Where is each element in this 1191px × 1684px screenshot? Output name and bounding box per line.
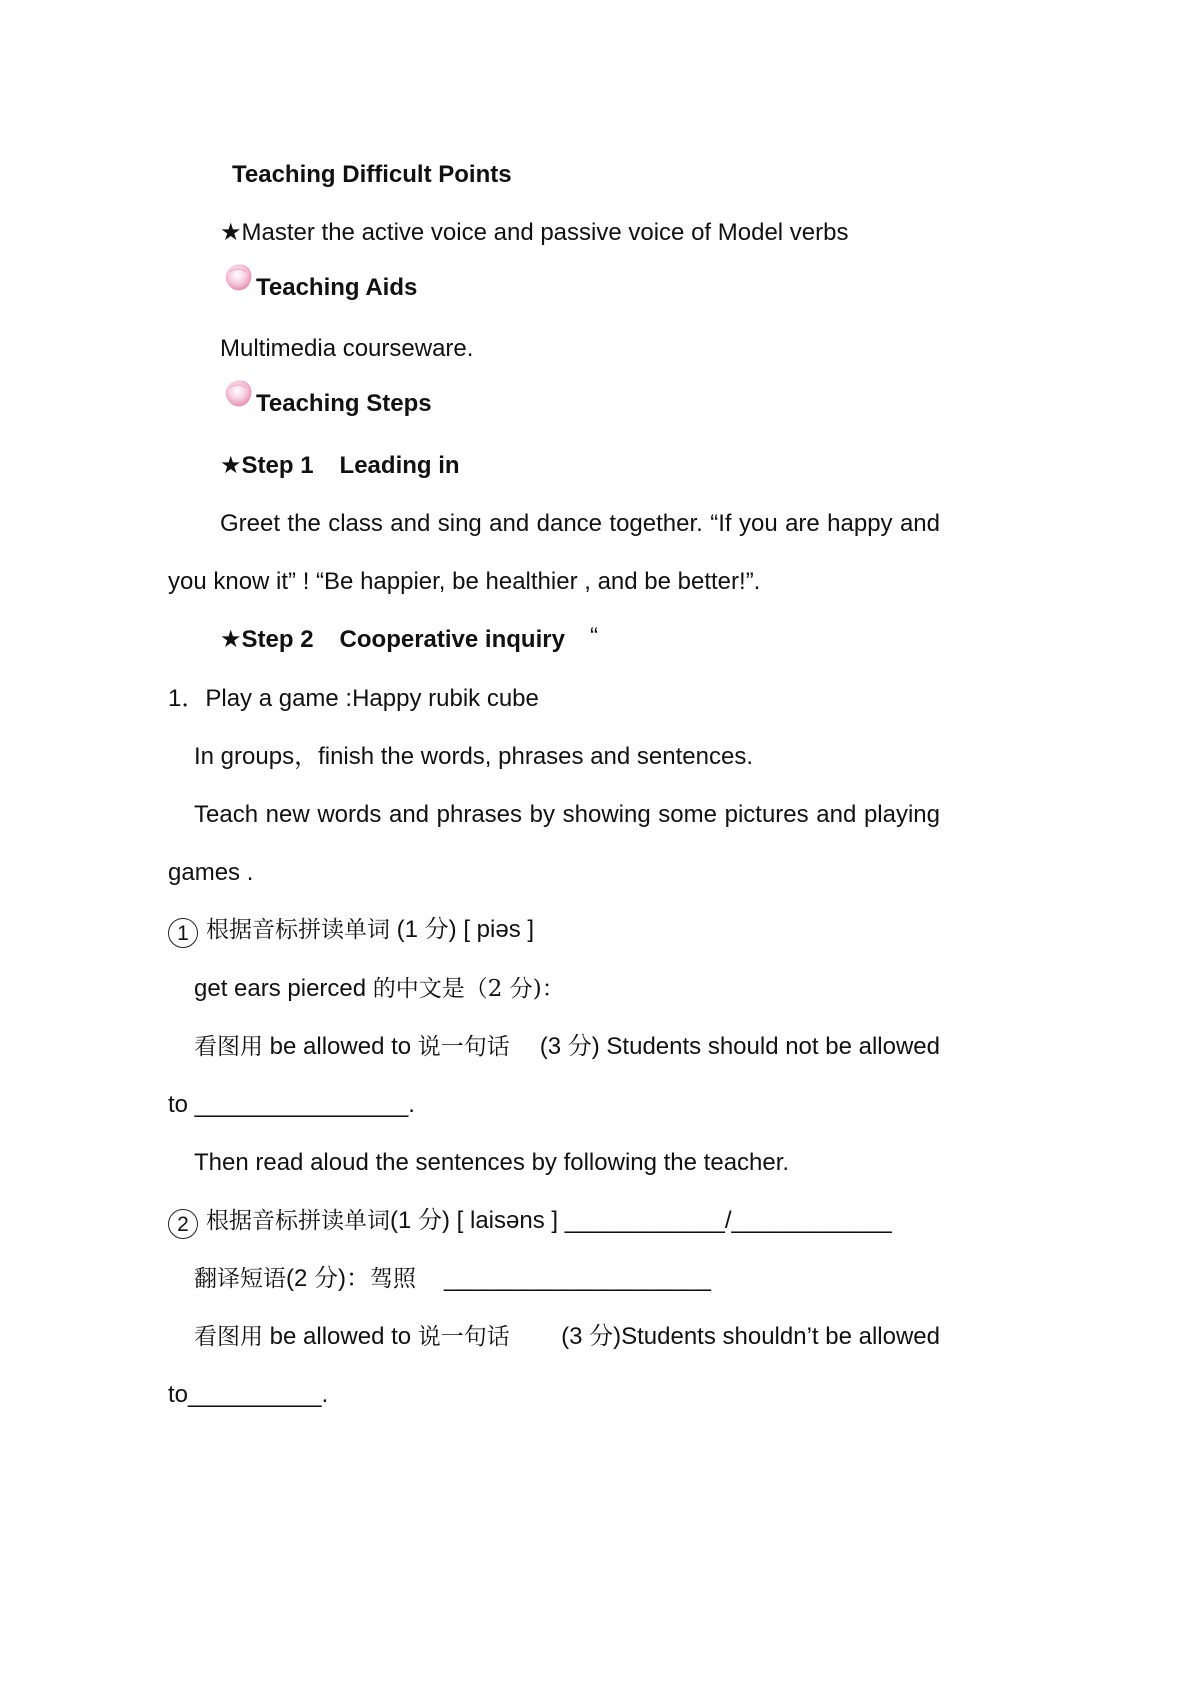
task1-read-aloud: Then read aloud the sentences by following the teacher. (194, 1149, 790, 1176)
task1-meaning-line (194, 974, 565, 1004)
teaching-aids-heading: Teaching Aids (256, 274, 418, 301)
task2-translate-en: (2 分)： (286, 1265, 370, 1292)
step1-title: Leading in (339, 452, 460, 479)
game-groups-line: In groups，finish the words, phrases and sentences. (194, 743, 753, 770)
task1-en-spell: (1 分) [ piəs ] (390, 916, 535, 943)
task1-meaning-cn: 的中文是（2 分)： (372, 976, 565, 1002)
step1-heading (220, 451, 460, 481)
task1-look-cn-1: 看图用 (194, 1034, 263, 1060)
task2-cn-spell: 根据音标拼读单词 (206, 1208, 390, 1234)
task1-look-en-1: be allowed to (263, 1033, 418, 1060)
task1-spell-line (168, 915, 534, 948)
task1-look-en-2: (3 分) Students should not be allowed (539, 1033, 940, 1060)
black-star-icon: ★ (220, 452, 242, 479)
task2-look-line (194, 1322, 940, 1352)
pink-petal-icon (220, 376, 256, 412)
difficult-points-text: Master the active voice and passive voice of Model verbs (241, 219, 849, 246)
task1-circled-number: 1 (168, 918, 198, 948)
step1-label: Step 1 (241, 452, 314, 479)
task2-translate-cn: 翻译短语 (194, 1266, 286, 1292)
pink-petal-icon (220, 260, 256, 296)
task2-look-en-2: (3 分)Students shouldn’t be allowed (561, 1323, 940, 1350)
task2-translate-word: 驾照 (370, 1266, 416, 1292)
task2-spell-line (168, 1206, 892, 1239)
task1-look-line (194, 1032, 940, 1062)
task2-translate-line (194, 1264, 711, 1294)
task2-look-line2: to__________. (168, 1381, 329, 1408)
step2-trailing-mark: “ (590, 623, 598, 650)
step1-text-line2: you know it” ! “Be happier, be healthier , and be better!”. (168, 568, 761, 595)
game-title (168, 684, 539, 714)
task2-look-en-1: be allowed to (263, 1323, 418, 1350)
task1-meaning-en: get ears pierced (194, 975, 373, 1002)
task2-look-cn-2: 说一句话 (417, 1324, 510, 1350)
step1-text-line1: Greet the class and sing and dance together. “If you are happy and (220, 510, 940, 537)
step2-heading (220, 625, 565, 655)
task2-look-cn-1: 看图用 (194, 1324, 263, 1350)
task2-circled-number: 2 (168, 1209, 198, 1239)
task1-cn-spell: 根据音标拼读单词 (206, 917, 390, 943)
game-teach-line2: games . (168, 859, 254, 886)
teaching-aids-text: Multimedia courseware. (220, 335, 474, 362)
task1-look-cn-2: 说一句话 (417, 1034, 510, 1060)
black-star-icon: ★ (220, 219, 242, 246)
task1-look-line2: to ________________. (168, 1091, 415, 1118)
step2-label: Step 2 (241, 626, 314, 653)
game-teach-line1: Teach new words and phrases by showing some pictures and playing (194, 801, 940, 828)
difficult-points-item (220, 218, 848, 248)
task2-en-spell: (1 分) [ laisəns ] ____________/____________ (390, 1207, 892, 1234)
step2-title: Cooperative inquiry (339, 626, 565, 653)
teaching-steps-heading: Teaching Steps (256, 390, 432, 417)
game-title-text: Play a game :Happy rubik cube (205, 685, 539, 712)
difficult-points-heading: Teaching Difficult Points (232, 161, 512, 188)
black-star-icon: ★ (220, 626, 242, 653)
task2-translate-blank: ____________________ (444, 1265, 711, 1292)
game-number: 1． (168, 685, 206, 712)
